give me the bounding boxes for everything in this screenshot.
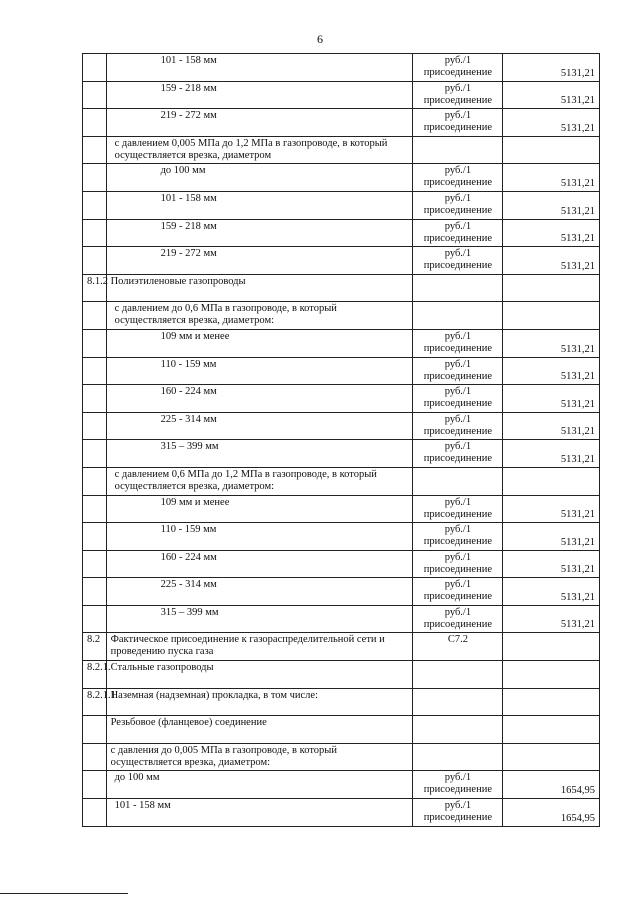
table-row xyxy=(83,385,600,413)
table-row xyxy=(83,136,600,164)
row-unit-cell xyxy=(413,467,503,495)
row-unit-cell xyxy=(413,136,503,164)
table-row xyxy=(83,716,600,744)
row-value-cell: 5131,21 xyxy=(503,440,600,468)
table-row xyxy=(83,357,600,385)
row-description-cell: Резьбовое (фланцевое) соединение xyxy=(106,716,413,744)
row-number-cell xyxy=(83,799,107,827)
row-number-cell xyxy=(83,54,107,82)
table-row xyxy=(83,578,600,606)
row-unit-cell xyxy=(413,302,503,330)
row-unit-cell xyxy=(413,743,503,771)
table-row xyxy=(83,440,600,468)
table-row xyxy=(83,605,600,633)
row-number-cell xyxy=(83,247,107,275)
row-description-cell: с давления до 0,005 МПа в газопроводе, в который осуществляется врезка, диаметром: xyxy=(106,743,413,771)
row-number-cell xyxy=(83,605,107,633)
row-number-cell xyxy=(83,81,107,109)
row-unit-cell: руб./1 присоединение xyxy=(413,523,503,551)
row-number-cell xyxy=(83,550,107,578)
row-number-cell xyxy=(83,523,107,551)
row-description-cell: 159 - 218 мм xyxy=(106,81,413,109)
row-unit-cell: руб./1 присоединение xyxy=(413,109,503,137)
table-row xyxy=(83,633,600,661)
row-value-cell: 5131,21 xyxy=(503,247,600,275)
row-value-cell: 5131,21 xyxy=(503,219,600,247)
row-description-cell: с давлением до 0,6 МПа в газопроводе, в который осуществляется врезка, диаметром: xyxy=(106,302,413,330)
row-value-cell xyxy=(503,743,600,771)
row-value-cell: 5131,21 xyxy=(503,385,600,413)
row-unit-cell: руб./1 присоединение xyxy=(413,412,503,440)
row-number-cell xyxy=(83,219,107,247)
table-row xyxy=(83,329,600,357)
table-row xyxy=(83,771,600,799)
table-row xyxy=(83,743,600,771)
row-description-cell: 315 – 399 мм xyxy=(106,605,413,633)
row-unit-cell: руб./1 присоединение xyxy=(413,219,503,247)
table-row xyxy=(83,191,600,219)
tariff-table-body xyxy=(83,54,600,827)
row-value-cell xyxy=(503,688,600,716)
row-number-cell xyxy=(83,495,107,523)
row-description-cell: 110 - 159 мм xyxy=(106,357,413,385)
row-unit-cell: руб./1 присоединение xyxy=(413,81,503,109)
table-row xyxy=(83,247,600,275)
row-unit-cell: С7.2 xyxy=(413,633,503,661)
row-number-cell: 8.2 xyxy=(83,633,107,661)
row-unit-cell: руб./1 присоединение xyxy=(413,191,503,219)
row-value-cell: 5131,21 xyxy=(503,81,600,109)
row-value-cell: 5131,21 xyxy=(503,54,600,82)
row-unit-cell xyxy=(413,716,503,744)
row-description-cell: Полиэтиленовые газопроводы xyxy=(106,274,413,302)
row-number-cell xyxy=(83,302,107,330)
row-description-cell: 160 - 224 мм xyxy=(106,385,413,413)
row-unit-cell xyxy=(413,274,503,302)
table-row xyxy=(83,81,600,109)
row-value-cell: 5131,21 xyxy=(503,605,600,633)
row-number-cell xyxy=(83,329,107,357)
row-number-cell xyxy=(83,440,107,468)
page-number: 6 xyxy=(317,32,323,46)
tariff-table xyxy=(82,53,600,827)
row-description-cell: 219 - 272 мм xyxy=(106,247,413,275)
row-description-cell: 110 - 159 мм xyxy=(106,523,413,551)
row-unit-cell: руб./1 присоединение xyxy=(413,329,503,357)
row-number-cell xyxy=(83,136,107,164)
row-value-cell: 5131,21 xyxy=(503,578,600,606)
row-description-cell: Стальные газопроводы xyxy=(106,661,413,689)
table-row xyxy=(83,164,600,192)
table-row xyxy=(83,109,600,137)
row-description-cell: до 100 мм xyxy=(106,164,413,192)
footnote-rule xyxy=(0,893,128,894)
row-description-cell: 225 - 314 мм xyxy=(106,578,413,606)
table-row xyxy=(83,661,600,689)
row-value-cell: 5131,21 xyxy=(503,164,600,192)
row-number-cell: 8.2.1. xyxy=(83,661,107,689)
table-row xyxy=(83,550,600,578)
row-unit-cell: руб./1 присоединение xyxy=(413,578,503,606)
row-unit-cell: руб./1 присоединение xyxy=(413,495,503,523)
table-row xyxy=(83,523,600,551)
row-unit-cell: руб./1 присоединение xyxy=(413,605,503,633)
row-number-cell xyxy=(83,467,107,495)
table-row xyxy=(83,302,600,330)
table-row xyxy=(83,412,600,440)
row-unit-cell xyxy=(413,688,503,716)
row-unit-cell: руб./1 присоединение xyxy=(413,385,503,413)
row-value-cell: 1654,95 xyxy=(503,799,600,827)
row-unit-cell: руб./1 присоединение xyxy=(413,54,503,82)
row-number-cell xyxy=(83,385,107,413)
row-description-cell: 219 - 272 мм xyxy=(106,109,413,137)
row-number-cell: 8.1.2 xyxy=(83,274,107,302)
row-unit-cell: руб./1 присоединение xyxy=(413,357,503,385)
row-number-cell xyxy=(83,357,107,385)
row-description-cell: 159 - 218 мм xyxy=(106,219,413,247)
row-value-cell xyxy=(503,136,600,164)
table-row xyxy=(83,799,600,827)
row-value-cell: 1654,95 xyxy=(503,771,600,799)
row-description-cell: 225 - 314 мм xyxy=(106,412,413,440)
row-value-cell: 5131,21 xyxy=(503,412,600,440)
row-value-cell xyxy=(503,633,600,661)
table-row xyxy=(83,54,600,82)
row-value-cell: 5131,21 xyxy=(503,329,600,357)
row-description-cell: Наземная (надземная) прокладка, в том числе: xyxy=(106,688,413,716)
table-row xyxy=(83,495,600,523)
row-unit-cell: руб./1 присоединение xyxy=(413,247,503,275)
row-value-cell xyxy=(503,302,600,330)
row-value-cell: 5131,21 xyxy=(503,495,600,523)
row-description-cell: 315 – 399 мм xyxy=(106,440,413,468)
row-value-cell: 5131,21 xyxy=(503,523,600,551)
row-unit-cell: руб./1 присоединение xyxy=(413,550,503,578)
row-description-cell: 160 - 224 мм xyxy=(106,550,413,578)
row-value-cell: 5131,21 xyxy=(503,550,600,578)
row-unit-cell: руб./1 присоединение xyxy=(413,799,503,827)
row-description-cell: 101 - 158 мм xyxy=(106,191,413,219)
row-description-cell: с давлением 0,005 МПа до 1,2 МПа в газопроводе, в который осуществляется врезка, диаметром xyxy=(106,136,413,164)
row-description-cell: 101 - 158 мм xyxy=(106,799,413,827)
row-unit-cell: руб./1 присоединение xyxy=(413,164,503,192)
row-description-cell: 101 - 158 мм xyxy=(106,54,413,82)
row-number-cell xyxy=(83,716,107,744)
row-value-cell xyxy=(503,467,600,495)
row-value-cell xyxy=(503,274,600,302)
row-number-cell: 8.2.1.1 xyxy=(83,688,107,716)
table-row xyxy=(83,219,600,247)
row-description-cell: 109 мм и менее xyxy=(106,495,413,523)
table-row xyxy=(83,467,600,495)
row-description-cell: Фактическое присоединение к газораспределительной сети и проведению пуска газа xyxy=(106,633,413,661)
row-number-cell xyxy=(83,164,107,192)
row-unit-cell: руб./1 присоединение xyxy=(413,771,503,799)
table-row xyxy=(83,688,600,716)
row-value-cell: 5131,21 xyxy=(503,191,600,219)
row-value-cell xyxy=(503,661,600,689)
row-unit-cell: руб./1 присоединение xyxy=(413,440,503,468)
row-unit-cell xyxy=(413,661,503,689)
row-number-cell xyxy=(83,109,107,137)
row-value-cell: 5131,21 xyxy=(503,357,600,385)
row-description-cell: с давлением 0,6 МПа до 1,2 МПа в газопроводе, в который осуществляется врезка, диаметром: xyxy=(106,467,413,495)
row-value-cell: 5131,21 xyxy=(503,109,600,137)
row-number-cell xyxy=(83,578,107,606)
row-number-cell xyxy=(83,412,107,440)
row-number-cell xyxy=(83,743,107,771)
row-description-cell: 109 мм и менее xyxy=(106,329,413,357)
row-description-cell: до 100 мм xyxy=(106,771,413,799)
row-number-cell xyxy=(83,191,107,219)
row-value-cell xyxy=(503,716,600,744)
row-number-cell xyxy=(83,771,107,799)
table-row xyxy=(83,274,600,302)
